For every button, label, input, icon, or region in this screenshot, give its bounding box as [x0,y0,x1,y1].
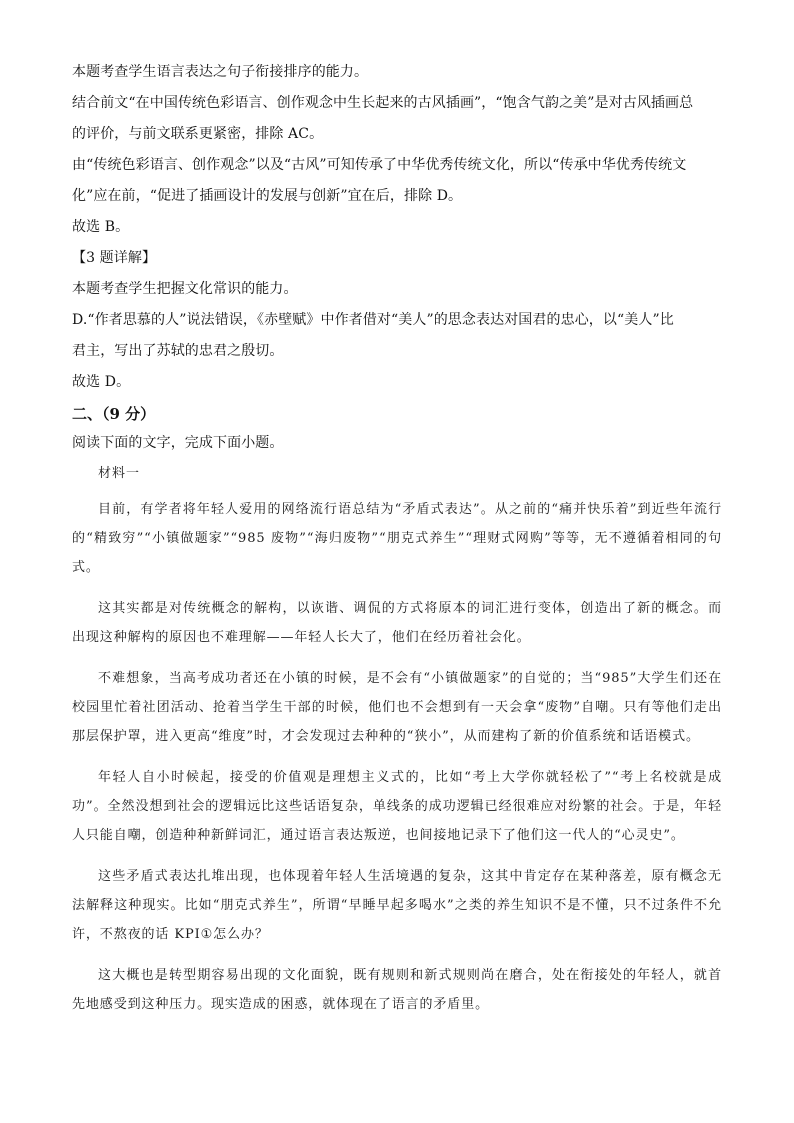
material-label: 材料一 [98,466,141,481]
analysis-line: 本题考查学生语言表达之句子衔接排序的能力。 [72,64,369,80]
answer-line: 故选 B。 [72,219,130,235]
passage-paragraph: 这其实都是对传统概念的解构，以诙谐、调侃的方式将原本的词汇进行变体，创造出了新的概念。而出现这种解构的原因也不难理解——年轻人长大了，他们在经历着社会化。 [72,601,722,645]
analysis-line: 本题考查学生把握文化常识的能力。 [72,281,298,297]
document-page [72,62,722,1031]
question-detail-heading: 【3 题详解】 [72,250,157,266]
analysis-line: 化”应在前，“促进了插画设计的发展与创新”宜在后，排除 D。 [72,188,463,204]
passage-paragraph: 年轻人自小时候起，接受的价值观是理想主义式的，比如“考上大学你就轻松了”“考上名校就是成功”。全然没想到社会的逻辑远比这些话语复杂，单线条的成功逻辑已经很难应对纷繁的社会。于是，年轻人只能自嘲，创造种种新鲜词汇，通过语言表达叛逆，也间接地记录下了他们这一代人的“心灵史”。 [72,770,722,843]
passage-paragraph: 这些矛盾式表达扎堆出现，也体现着年轻人生活境遇的复杂，这其中肯定存在某种落差，原有概念无法解释这种现实。比如“朋克式养生”，所谓“早睡早起多喝水”之类的养生知识不是不懂，只不过条件不允许，不熬夜的话 KPI①怎么办？ [72,869,722,942]
passage-paragraph: 目前，有学者将年轻人爱用的网络流行语总结为“矛盾式表达”。从之前的“痛并快乐着”到近些年流行的“精致穷”“小镇做题家”“985 废物”“海归废物”“朋克式养生”“理财式网购”等等，无不遵循着相同的句式。 [72,502,722,575]
analysis-line: 结合前文“在中国传统色彩语言、创作观念中生长起来的古风插画”，“饱含气韵之美”是对古风插画总 [72,95,694,111]
passage-paragraph: 不难想象，当高考成功者还在小镇的时候，是不会有“小镇做题家”的自觉的；当“985”大学生们还在校园里忙着社团活动、抢着当学生干部的时候，他们也不会想到有一天会拿“废物”自嘲。只有等他们走出那层保护罩，进入更高“维度”时，才会发现过去种种的“狭小”，从而建构了新的价值系统和话语模式。 [72,671,722,744]
analysis-line: 由“传统色彩语言、创作观念”以及“古风”可知传承了中华优秀传统文化，所以“传承中华优秀传统文 [72,157,687,173]
analysis-line: 君主，写出了苏轼的忠君之殷切。 [72,343,284,359]
passage-paragraph: 这大概也是转型期容易出现的文化面貌，既有规则和新式规则尚在磨合，处在衔接处的年轻人，就首先地感受到这种压力。现实造成的困惑，就体现在了语言的矛盾里。 [72,968,722,1012]
answer-line: 故选 D。 [72,374,131,390]
analysis-line: 的评价，与前文联系更紧密，排除 AC。 [72,126,324,142]
reading-passage [72,464,722,1019]
analysis-line: D.“作者思慕的人”说法错误，《赤壁赋》中作者借对“美人”的思念表达对国君的忠心，以“美人”比 [72,312,674,328]
section-heading: 二、（9 分） [72,405,156,423]
section-instruction: 阅读下面的文字，完成下面小题。 [72,435,284,451]
